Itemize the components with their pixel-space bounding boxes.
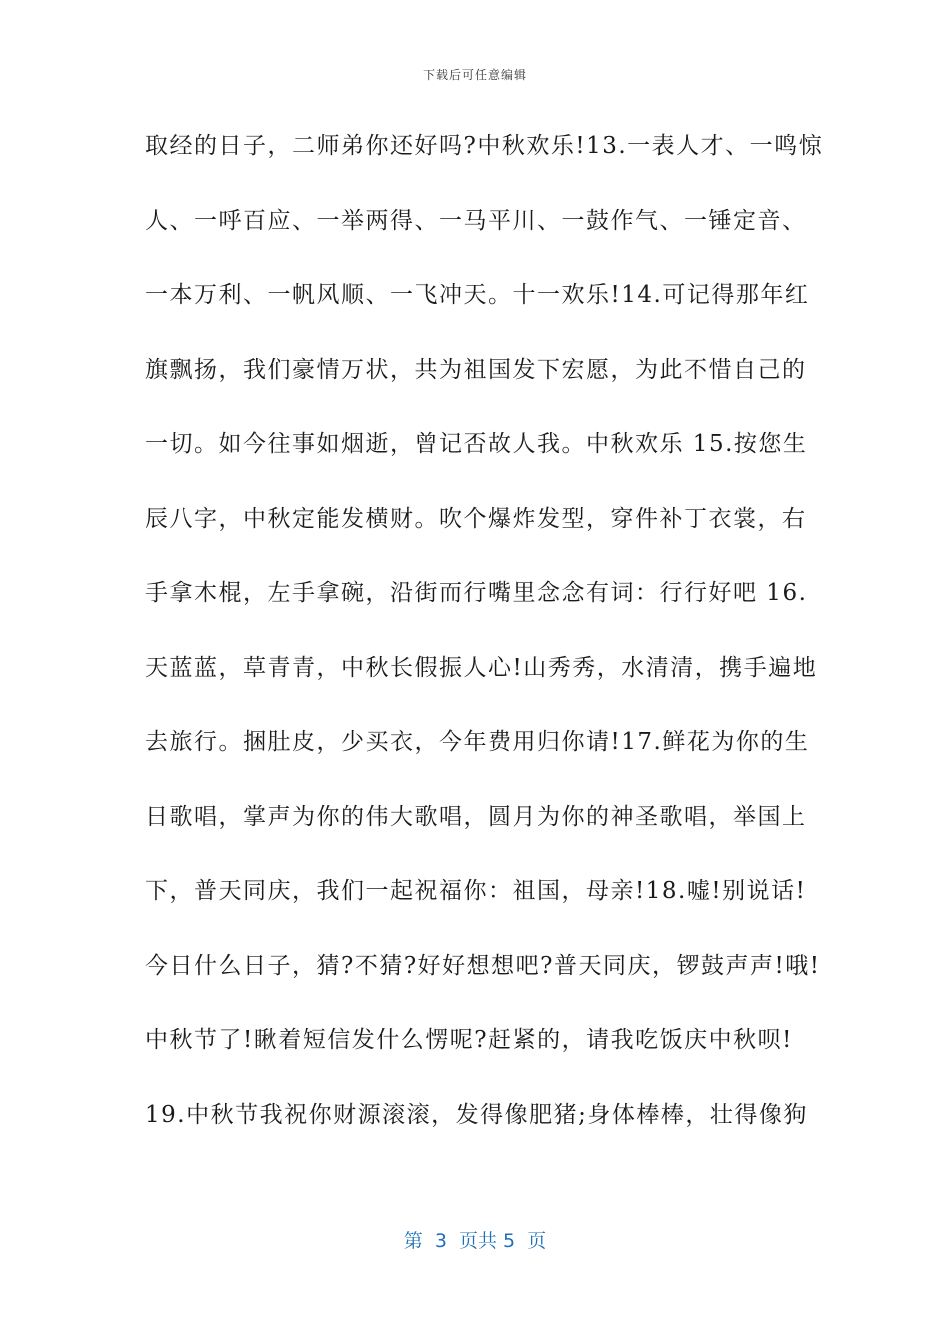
text-line: 辰八字，中秋定能发横财。吹个爆炸发型，穿件补丁衣裳，右 xyxy=(145,505,807,532)
text-line: 今日什么日子，猜?不猜?好好想想吧?普天同庆，锣鼓声声!哦! xyxy=(145,952,821,979)
text-line: 日歌唱，掌声为你的伟大歌唱，圆月为你的神圣歌唱，举国上 xyxy=(145,803,807,830)
text-line: 一本万利、一帆风顺、一飞冲天。十一欢乐!14.可记得那年红 xyxy=(145,282,810,308)
document-body xyxy=(145,122,824,1165)
text-line: 19.中秋节我祝你财源滚滚，发得像肥猪;身体棒棒，壮得像狗 xyxy=(145,1101,808,1128)
text-line: 一切。如今往事如烟逝，曾记否故人我。中秋欢乐 15.按您生 xyxy=(145,431,808,457)
text-line: 旗飘扬，我们豪情万状，共为祖国发下宏愿，为此不惜自己的 xyxy=(145,356,807,383)
text-line: 取经的日子，二师弟你还好吗?中秋欢乐!13.一表人才、一鸣惊 xyxy=(145,133,824,159)
text-line: 手拿木棍，左手拿碗，沿街而行嘴里念念有词：行行好吧 16. xyxy=(145,580,808,606)
text-line: 天蓝蓝，草青青，中秋长假振人心!山秀秀，水清清，携手遍地 xyxy=(145,654,818,681)
text-line: 去旅行。捆肚皮，少买衣，今年费用归你请!17.鲜花为你的生 xyxy=(145,729,810,755)
page-number: 第 3 页共 5 页 xyxy=(403,1230,547,1252)
page-header-note: 下载后可任意编辑 xyxy=(422,68,527,82)
text-line: 人、一呼百应、一举两得、一马平川、一鼓作气、一锤定音、 xyxy=(145,207,807,234)
text-line: 中秋节了!瞅着短信发什么愣呢?赶紧的，请我吃饭庆中秋呗! xyxy=(145,1027,793,1053)
text-line: 下，普天同庆，我们一起祝福你：祖国，母亲!18.嘘!别说话! xyxy=(145,878,807,904)
